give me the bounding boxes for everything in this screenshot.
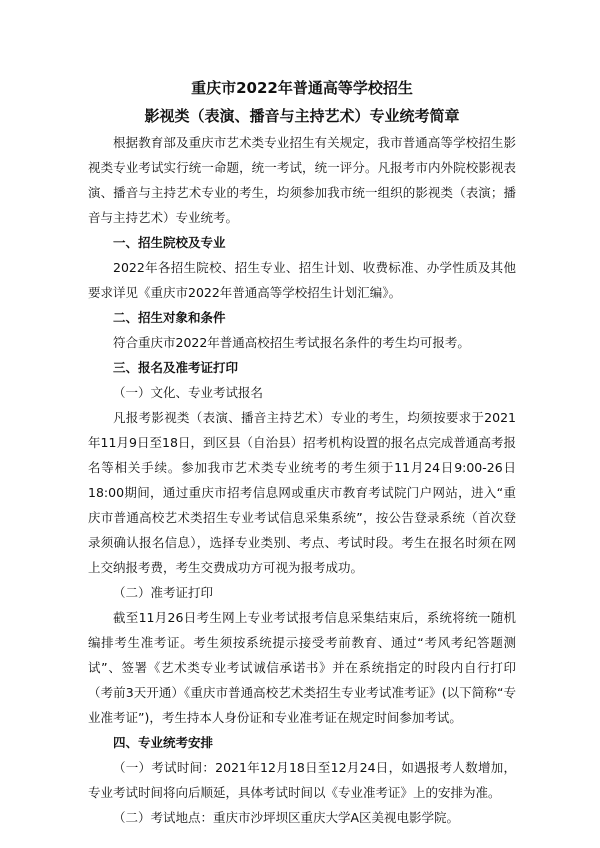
section-4-item-2: （二）考试地点：重庆市沙坪坝区重庆大学A区美视电影学院。 xyxy=(113,810,460,825)
intro-paragraph: 根据教育部及重庆市艺术类专业招生有关规定，我市普通高等学校招生影视类专业考试实行统一命题，统一考试，统一评分。凡报考市内外院校影视表演、播音与主持艺术专业的考生，均须参加我市统一组织的影视类（表演；播音与主持艺术）专业统考。 xyxy=(88,135,516,225)
section-4-item-1: （一）考试时间：2021年12月18日至12月24日，如遇报考人数增加，专业考试时间将向后顺延，具体考试时间以《专业准考证》上的安排为准。 xyxy=(88,760,516,800)
section-2-paragraph: 符合重庆市2022年普通高校招生考试报名条件的考生均可报考。 xyxy=(113,335,470,350)
section-2-heading: 二、招生对象和条件 xyxy=(113,310,226,325)
section-1-heading: 一、招生院校及专业 xyxy=(113,235,226,250)
section-3-subheading-2: （二）准考证打印 xyxy=(113,585,214,600)
section-3-subheading-1: （一）文化、专业考试报名 xyxy=(113,385,264,400)
section-3-heading: 三、报名及准考证打印 xyxy=(113,360,239,375)
section-3-paragraph-2: 截至11月26日考生网上专业考试报考信息采集结束后，系统将统一随机编排考生准考证。考生须按系统提示接受考前教育、通过“考风考纪答题测试”、签署《艺术类专业考试诚信承诺书》并在系统指定的时段内自行打印（考前3天开通）《重庆市普通高校艺术类招生专业考试准考证》(以下简称“专业准考证”)，考生持本人身份证和专业准考证在规定时间参加考试。 xyxy=(88,610,516,725)
document-page xyxy=(88,70,516,830)
section-4-heading: 四、专业统考安排 xyxy=(113,735,214,750)
section-3-paragraph-1: 凡报考影视类（表演、播音主持艺术）专业的考生，均须按要求于2021年11月9日至18日，到区县（自治县）招考机构设置的报名点完成普通高考报名等相关手续。参加我市艺术类专业统考的考生须于11月24日9:00-26日18:00期间，通过重庆市招考信息网或重庆市教育考试院门户网站，进入“重庆市普通高校艺术类招生专业考试信息采集系统”，按公告登录系统（首次登录须确认报名信息），选择专业类别、考点、考试时段。考生在报名时须在网上交纳报考费，考生交费成功方可视为报考成功。 xyxy=(88,410,516,575)
document-title-line1: 重庆市2022年普通高等学校招生 xyxy=(191,79,413,97)
document-title-line2: 影视类（表演、播音与主持艺术）专业统考简章 xyxy=(144,107,460,125)
section-1-paragraph: 2022年各招生院校、招生专业、招生计划、收费标准、办学性质及其他要求详见《重庆市2022年普通高等学校招生计划汇编》。 xyxy=(88,260,516,300)
